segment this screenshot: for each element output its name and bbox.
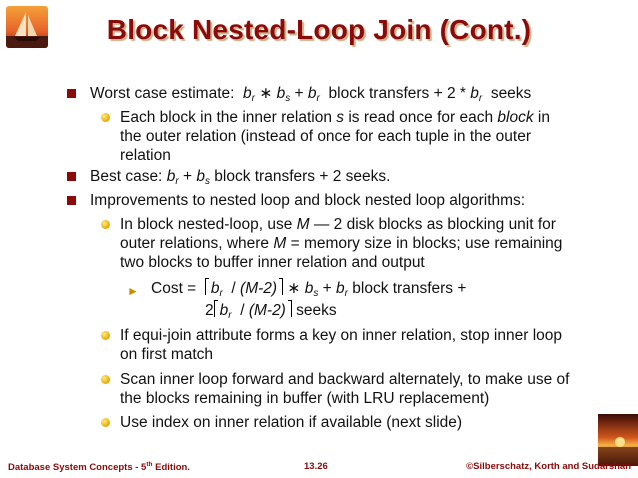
footer-page-number: 13.26 — [304, 461, 328, 472]
bullet-cost-line1 — [127, 278, 467, 299]
bullet-text: Cost = $b_r / (M-2)$ ∗ $b_s + b_r$ block transfers + — [151, 280, 467, 299]
round-bullet-icon — [101, 113, 110, 122]
round-bullet-icon — [101, 375, 110, 384]
square-bullet-icon — [67, 172, 76, 181]
bullet-text: In block nested-loop, use M — 2 disk blocks as blocking unit for outer relations, where M = memory size in blocks; use remaining two blocks to buffer inner relation and output — [120, 216, 563, 271]
square-bullet-icon — [67, 89, 76, 98]
footer-left-suffix: Edition. — [152, 462, 190, 474]
bullet-text: Scan inner loop forward and backward alternately, to make use of the blocks remaining in buffer (with LRU replacement) — [120, 371, 570, 407]
bullet-cost-line2 — [205, 300, 337, 321]
round-bullet-icon — [101, 220, 110, 229]
bullet-improvements — [90, 191, 525, 210]
square-bullet-icon — [67, 196, 76, 205]
bullet-scan-inner — [120, 370, 569, 408]
bullet-text: Best case: $b_r + b_s$ block transfers + 2 seeks. — [90, 168, 391, 187]
bullet-text: Use index on inner relation if available (next slide) — [120, 414, 463, 431]
round-bullet-icon — [101, 331, 110, 340]
round-bullet-icon — [101, 418, 110, 427]
bullet-text: Worst case estimate: $b_r$ ∗ $b_s + b_r$ block transfers + $2 * b_r$ seeks — [90, 85, 532, 104]
slide-title: Block Nested-Loop Join (Cont.) — [106, 14, 532, 45]
bullet-use-index — [120, 413, 462, 432]
bullet-equi-join — [120, 326, 562, 364]
bullet-best-case — [90, 167, 390, 186]
footer-copyright: ©Silberschatz, Korth and Sudarshan — [466, 461, 631, 472]
footer-left — [8, 461, 190, 473]
footer-left-sup: th — [146, 461, 153, 468]
bullet-each-block — [120, 108, 550, 165]
bullet-block-nested-loop — [120, 215, 562, 272]
bullet-text: Improvements to nested loop and block nested loop algorithms: — [90, 192, 526, 209]
bullet-text: If equi-join attribute forms a key on inner relation, stop inner loop on first match — [120, 327, 562, 363]
arrow-bullet-icon: ► — [127, 284, 139, 298]
sunset-image-icon — [598, 414, 638, 466]
bullet-worst-case — [90, 84, 531, 103]
footer-left-prefix: Database System Concepts - 5 — [8, 462, 147, 474]
bullet-text: Each block in the inner relation s is read once for each block in the outer relation (instead of once for each tuple in the outer relation — [120, 109, 550, 164]
bullet-text: 2 $b_r / (M-2)$ seeks — [205, 302, 337, 321]
